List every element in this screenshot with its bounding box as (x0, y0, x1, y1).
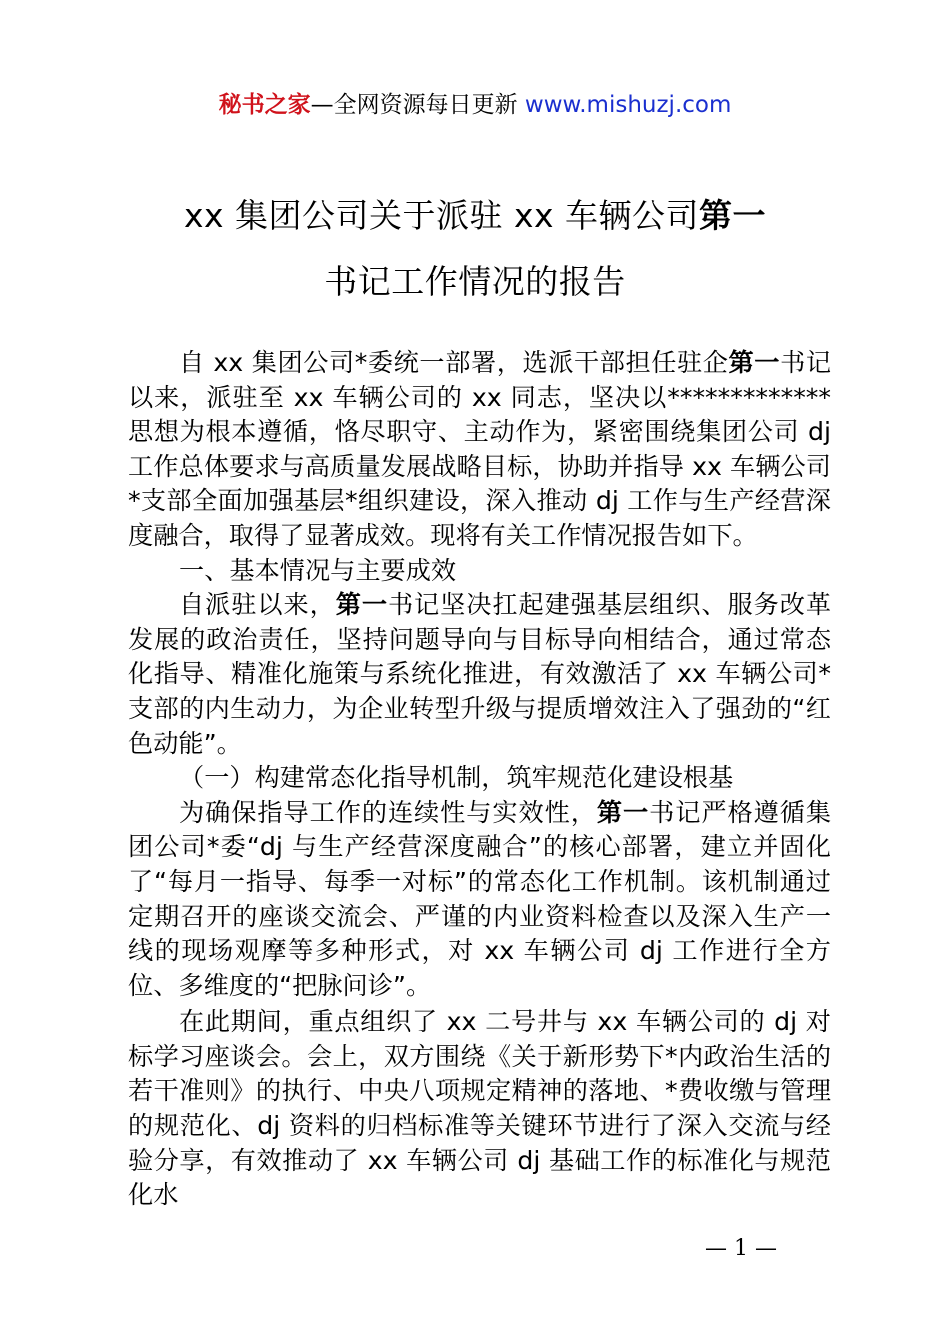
site-header (0, 86, 950, 119)
document-title-line-2: 书记工作情况的报告 (324, 262, 626, 301)
subsection-heading-1: （一）构建常态化指导机制，筑牢规范化建设根基 (179, 763, 734, 793)
header-tagline: —全网资源每日更新 (310, 92, 525, 118)
site-url[interactable]: www.mishuzj.com (524, 92, 732, 118)
document-title-line-1 (0, 190, 950, 237)
document-body (128, 346, 831, 1213)
brand-name: 秘书之家 (218, 92, 311, 118)
page-number: — 1 — (705, 1236, 777, 1261)
title-bold-text: 第一 (699, 196, 767, 235)
section-heading-1: 一、基本情况与主要成效 (179, 555, 457, 585)
paragraph-mechanism: 为确保指导工作的连续性与实效性，第一书记严格遵循集团公司*委“dj 与生产经营深度融合”的核心部署，建立并固化了“每月一指导、每季一对标”的常态化工作机制。该机制通过定期召开的座谈交流会、严谨的内业资料检查以及深入生产一线的现场观摩等多种形式，对 xx 车辆公司 dj 工作进行全方位、多维度的“把脉问诊”。 (128, 797, 831, 1000)
paragraph-intro: 自 xx 集团公司*委统一部署，选派干部担任驻企第一书记以来，派驻至 xx 车辆公司的 xx 同志，坚决以*************思想为根本遵循，恪尽职守、主动作为，紧密围绕集团公司 dj 工作总体要求与高质量发展战略目标，协助并指导 xx 车辆公司*支部全面加强基层*组织建设，深入推动 dj 工作与生产经营深度融合，取得了显著成效。现将有关工作情况报告如下。 (128, 348, 832, 550)
paragraph-overview: 自派驻以来，第一书记坚决扛起建强基层组织、服务改革发展的政治责任，坚持问题导向与目标导向相结合，通过常态化指导、精准化施策与系统化推进，有效激活了 xx 车辆公司*支部的内生动力，为企业转型升级与提质增效注入了强劲的“红色动能”。 (128, 590, 831, 758)
paragraph-benchmark: 在此期间，重点组织了 xx 二号井与 xx 车辆公司的 dj 对标学习座谈会。会上，双方围绕《关于新形势下*内政治生活的若干准则》的执行、中央八项规定精神的落地、*费收缴与管理的规范化、dj 资料的归档标准等关键环节进行了深入交流与经验分享，有效推动了 xx 车辆公司 dj 基础工作的标准化与规范化水 (128, 1007, 831, 1210)
title-text: xx 集团公司关于派驻 xx 车辆公司 (183, 196, 700, 235)
